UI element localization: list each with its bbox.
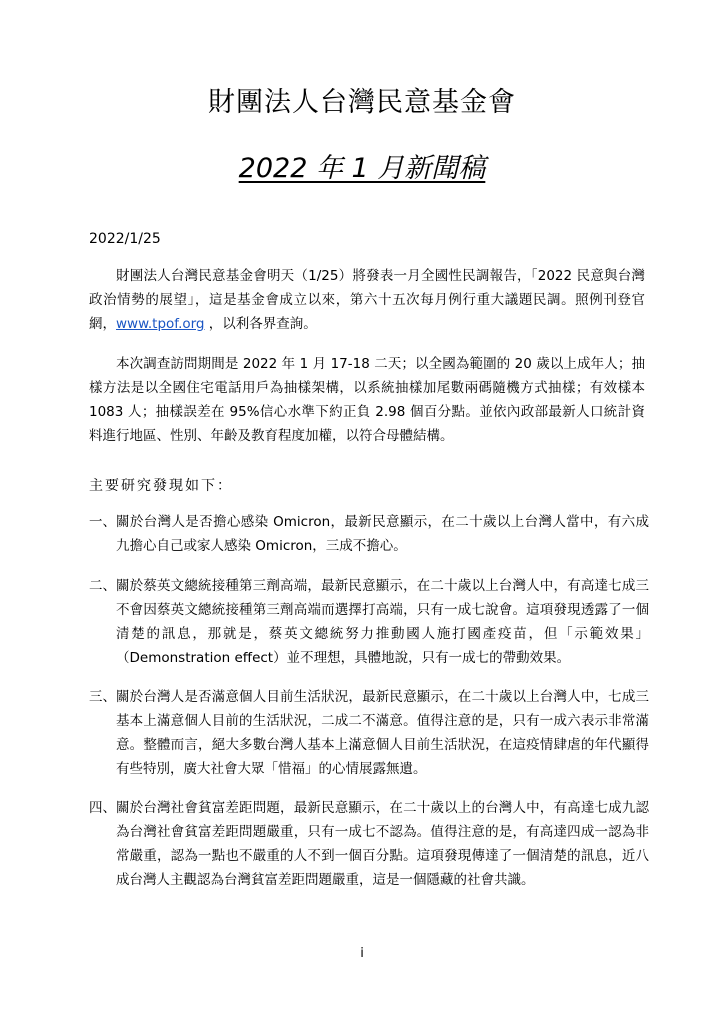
finding-item bbox=[89, 685, 649, 781]
finding-number: 四、 bbox=[89, 800, 116, 816]
finding-number: 一、 bbox=[89, 514, 116, 530]
organization-title: 財團法人台灣民意基金會 bbox=[208, 87, 516, 118]
findings-heading: 主要研究發現如下： bbox=[89, 478, 233, 494]
website-link[interactable]: www.tpof.org bbox=[116, 316, 205, 332]
finding-text: 關於台灣人是否滿意個人目前生活狀況，最新民意顯示，在二十歲以上台灣人中，七成三基本上滿意個人目前的生活狀況，二成二不滿意。值得注意的是，只有一成六表示非常滿意。整體而言，絕大多數台灣人基本上滿意個人目前生活狀況，在這疫情肆虐的年代顯得有些特別，廣大社會大眾「惜福」的心情展露無遺。 bbox=[116, 689, 649, 777]
finding-item bbox=[89, 574, 649, 670]
finding-text: 關於蔡英文總統接種第三劑高端，最新民意顯示，在二十歲以上台灣人中，有高達七成三不會因蔡英文總統接種第三劑高端而選擇打高端，只有一成七說會。這項發現透露了一個清楚的訊息，那就是，蔡英文總統努力推動國人施打國產疫苗，但「示範效果」（Demonstration effect）並不理想，具體地說，只有一成七的帶動效果。 bbox=[116, 578, 649, 666]
finding-text: 關於台灣社會貧富差距問題，最新民意顯示，在二十歲以上的台灣人中，有高達七成九認為台灣社會貧富差距問題嚴重，只有一成七不認為。值得注意的是，有高達四成一認為非常嚴重，認為一點也不嚴重的人不到一個百分點。這項發現傳達了一個清楚的訊息，近八成台灣人主觀認為台灣貧富差距問題嚴重，這是一個隱藏的社會共識。 bbox=[116, 800, 649, 888]
methodology-paragraph: 本次調查訪問期間是 2022 年 1 月 17-18 二天；以全國為範圍的 20 歲以上成年人；抽樣方法是以全國住宅電話用戶為抽樣架構，以系統抽樣加尾數兩碼隨機方式抽樣；有效樣本 1083 人；抽樣誤差在 95%信心水準下約正負 2.98 個百分點。並依內政部最新人口統計資料進行地區、性別、年齡及教育程度加權，以符合母體結構。 bbox=[89, 356, 645, 444]
release-date: 2022/1/25 bbox=[89, 231, 161, 247]
finding-number: 三、 bbox=[89, 689, 116, 705]
intro-paragraph bbox=[89, 264, 645, 336]
release-title: 2022 年 1 月新聞稿 bbox=[238, 153, 486, 184]
finding-text: 關於台灣人是否擔心感染 Omicron，最新民意顯示，在二十歲以上台灣人當中，有六成九擔心自己或家人感染 Omicron，三成不擔心。 bbox=[116, 514, 649, 554]
page-number: i bbox=[360, 946, 364, 961]
intro-text-1: 財團法人台灣民意基金會明天（1/25）將發表一月全國性民調報告，「2022 民意與台灣政治情勢的展望」，這是基金會成立以來，第六十五次每月例行重大議題民調。照例刊登官網， bbox=[89, 268, 645, 332]
finding-item bbox=[89, 510, 649, 558]
finding-number: 二、 bbox=[89, 578, 116, 594]
intro-text-2: ，以利各界查詢。 bbox=[204, 316, 317, 332]
finding-item bbox=[89, 796, 649, 892]
